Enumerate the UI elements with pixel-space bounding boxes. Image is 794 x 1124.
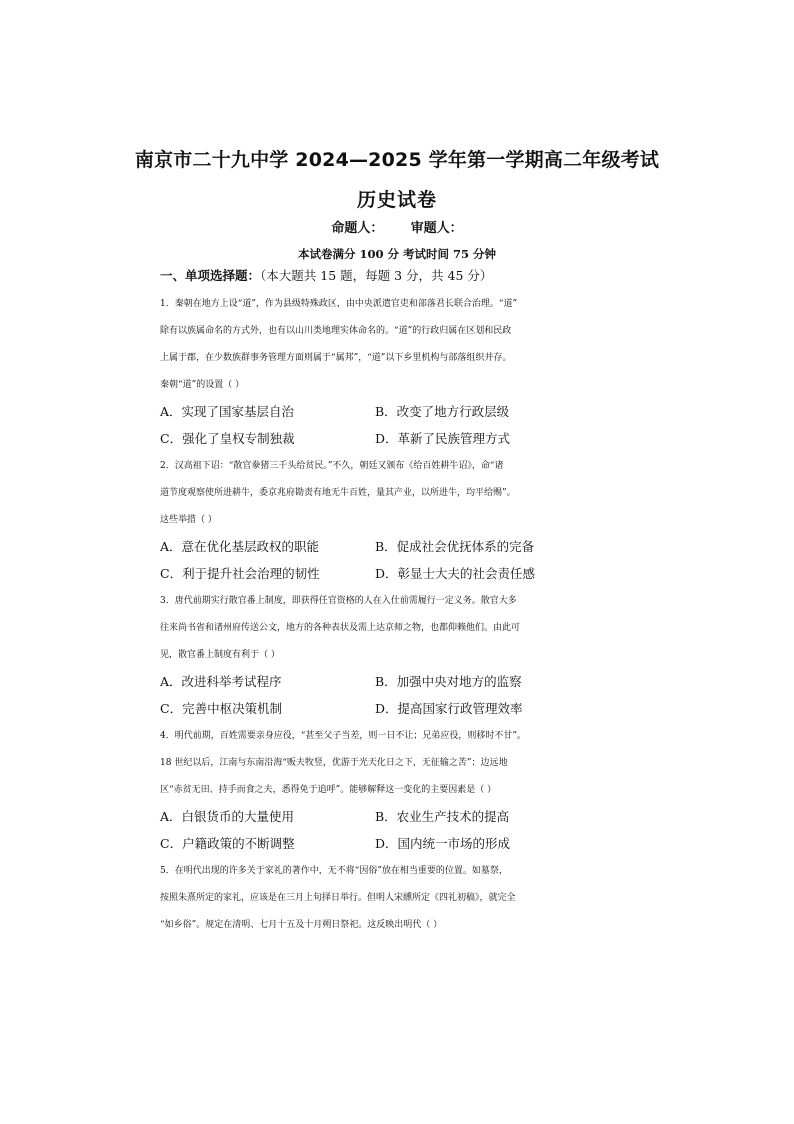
question-5-line-1: 5．在明代出现的许多关于家礼的著作中，无不将“因俗”放在相当重要的位置。如墓祭， — [160, 866, 508, 876]
section-title: 一、单项选择题： — [160, 268, 261, 283]
question-5-line-2: 按照朱熹所定的家礼，应该是在三月上旬择日举行。但明人宋纁所定《四礼初稿》，就完全 — [160, 893, 516, 903]
question-4-option-c: C．户籍政策的不断调整 — [160, 836, 295, 851]
question-3-line-2: 往来尚书省和诸州府传送公文，地方的各种表状及需上达京师之物，也都仰赖他们。由此可 — [160, 623, 521, 633]
exam-subtitle: 历史试卷 — [356, 189, 437, 211]
question-2-line-2: 道节度观察使所进耕牛，委京兆府勘责有地无牛百姓，量其产业，以所进牛，均平给赐”。 — [160, 488, 516, 498]
authors-line: 命题人： 审题人： — [331, 221, 463, 236]
question-1-line-4: 秦朝“道”的设置（ ） — [160, 380, 245, 390]
question-4-line-2: 18 世纪以后，江南与东南沿海“贩夫牧竖，优游于光天化日之下，无征输之苦”；边远地 — [160, 758, 508, 768]
question-3-option-b: B．加强中央对地方的监察 — [375, 674, 522, 689]
question-3-option-d: D．提高国家行政管理效率 — [375, 701, 523, 716]
question-3-line-3: 见，散官番上制度有利于（ ） — [160, 650, 280, 660]
exam-title: 南京市二十九中学 2024—2025 学年第一学期高二年级考试 — [134, 149, 660, 171]
question-1-option-b: B．改变了地方行政层级 — [375, 404, 510, 419]
question-4-line-3: 区“赤贫无田、持手而食之夫，悉得免于追呼”。能够解释这一变化的主要因素是（ ） — [160, 785, 497, 795]
question-1-option-a: A．实现了国家基层自治 — [160, 404, 295, 419]
question-4-option-a: A．白银货币的大量使用 — [160, 809, 295, 824]
question-2-option-c: C．利于提升社会治理的韧性 — [160, 566, 320, 581]
question-1-line-2: 除有以族属命名的方式外，也有以山川类地理实体命名的。“道”的行政归属在区划和民政 — [160, 326, 512, 336]
question-2-line-3: 这些举措（ ） — [160, 515, 217, 525]
exam-info: 本试卷满分 100 分 考试时间 75 分钟 — [297, 247, 497, 261]
section-note: （本大题共 15 题，每题 3 分，共 45 分） — [260, 268, 493, 283]
question-1-line-3: 上属于郡，在少数族群事务管理方面则属于“属邦”，“道”以下乡里机构与部落组织并存。 — [160, 353, 512, 363]
question-5-line-3: “如乡俗”。规定在清明、七月十五及十月朔日祭祀。这反映出明代（ ） — [160, 920, 443, 930]
question-4-option-d: D．国内统一市场的形成 — [375, 836, 511, 851]
question-1-line-1: 1．秦朝在地方上设“道”，作为县级特殊政区，由中央派遣官吏和部落君长联合治理。“道” — [160, 299, 518, 309]
question-4-option-b: B．农业生产技术的提高 — [375, 809, 510, 824]
question-2-line-1: 2．汉高祖下诏：“散官豢猪三千头给贫民。”不久，朝廷又颁布《给百姓耕牛诏》，命“诸 — [160, 461, 504, 471]
question-4-line-1: 4．明代前期，百姓需要亲身应役，“甚至父子当差，则一日不让；兄弟应役，则移时不甘”。 — [160, 731, 526, 741]
question-2-option-d: D．彰显士大夫的社会责任感 — [375, 566, 536, 581]
question-3-option-a: A．改进科举考试程序 — [160, 674, 282, 689]
section-heading — [160, 266, 492, 284]
question-1-option-d: D．革新了民族管理方式 — [375, 431, 511, 446]
question-1-option-c: C．强化了皇权专制独裁 — [160, 431, 295, 446]
question-2-option-a: A．意在优化基层政权的职能 — [160, 539, 320, 554]
question-3-line-1: 3．唐代前期实行散官番上制度，即获得任官资格的人在入仕前需履行一定义务。散官大多 — [160, 596, 517, 606]
question-3-option-c: C．完善中枢决策机制 — [160, 701, 283, 716]
question-2-option-b: B．促成社会优抚体系的完备 — [375, 539, 535, 554]
